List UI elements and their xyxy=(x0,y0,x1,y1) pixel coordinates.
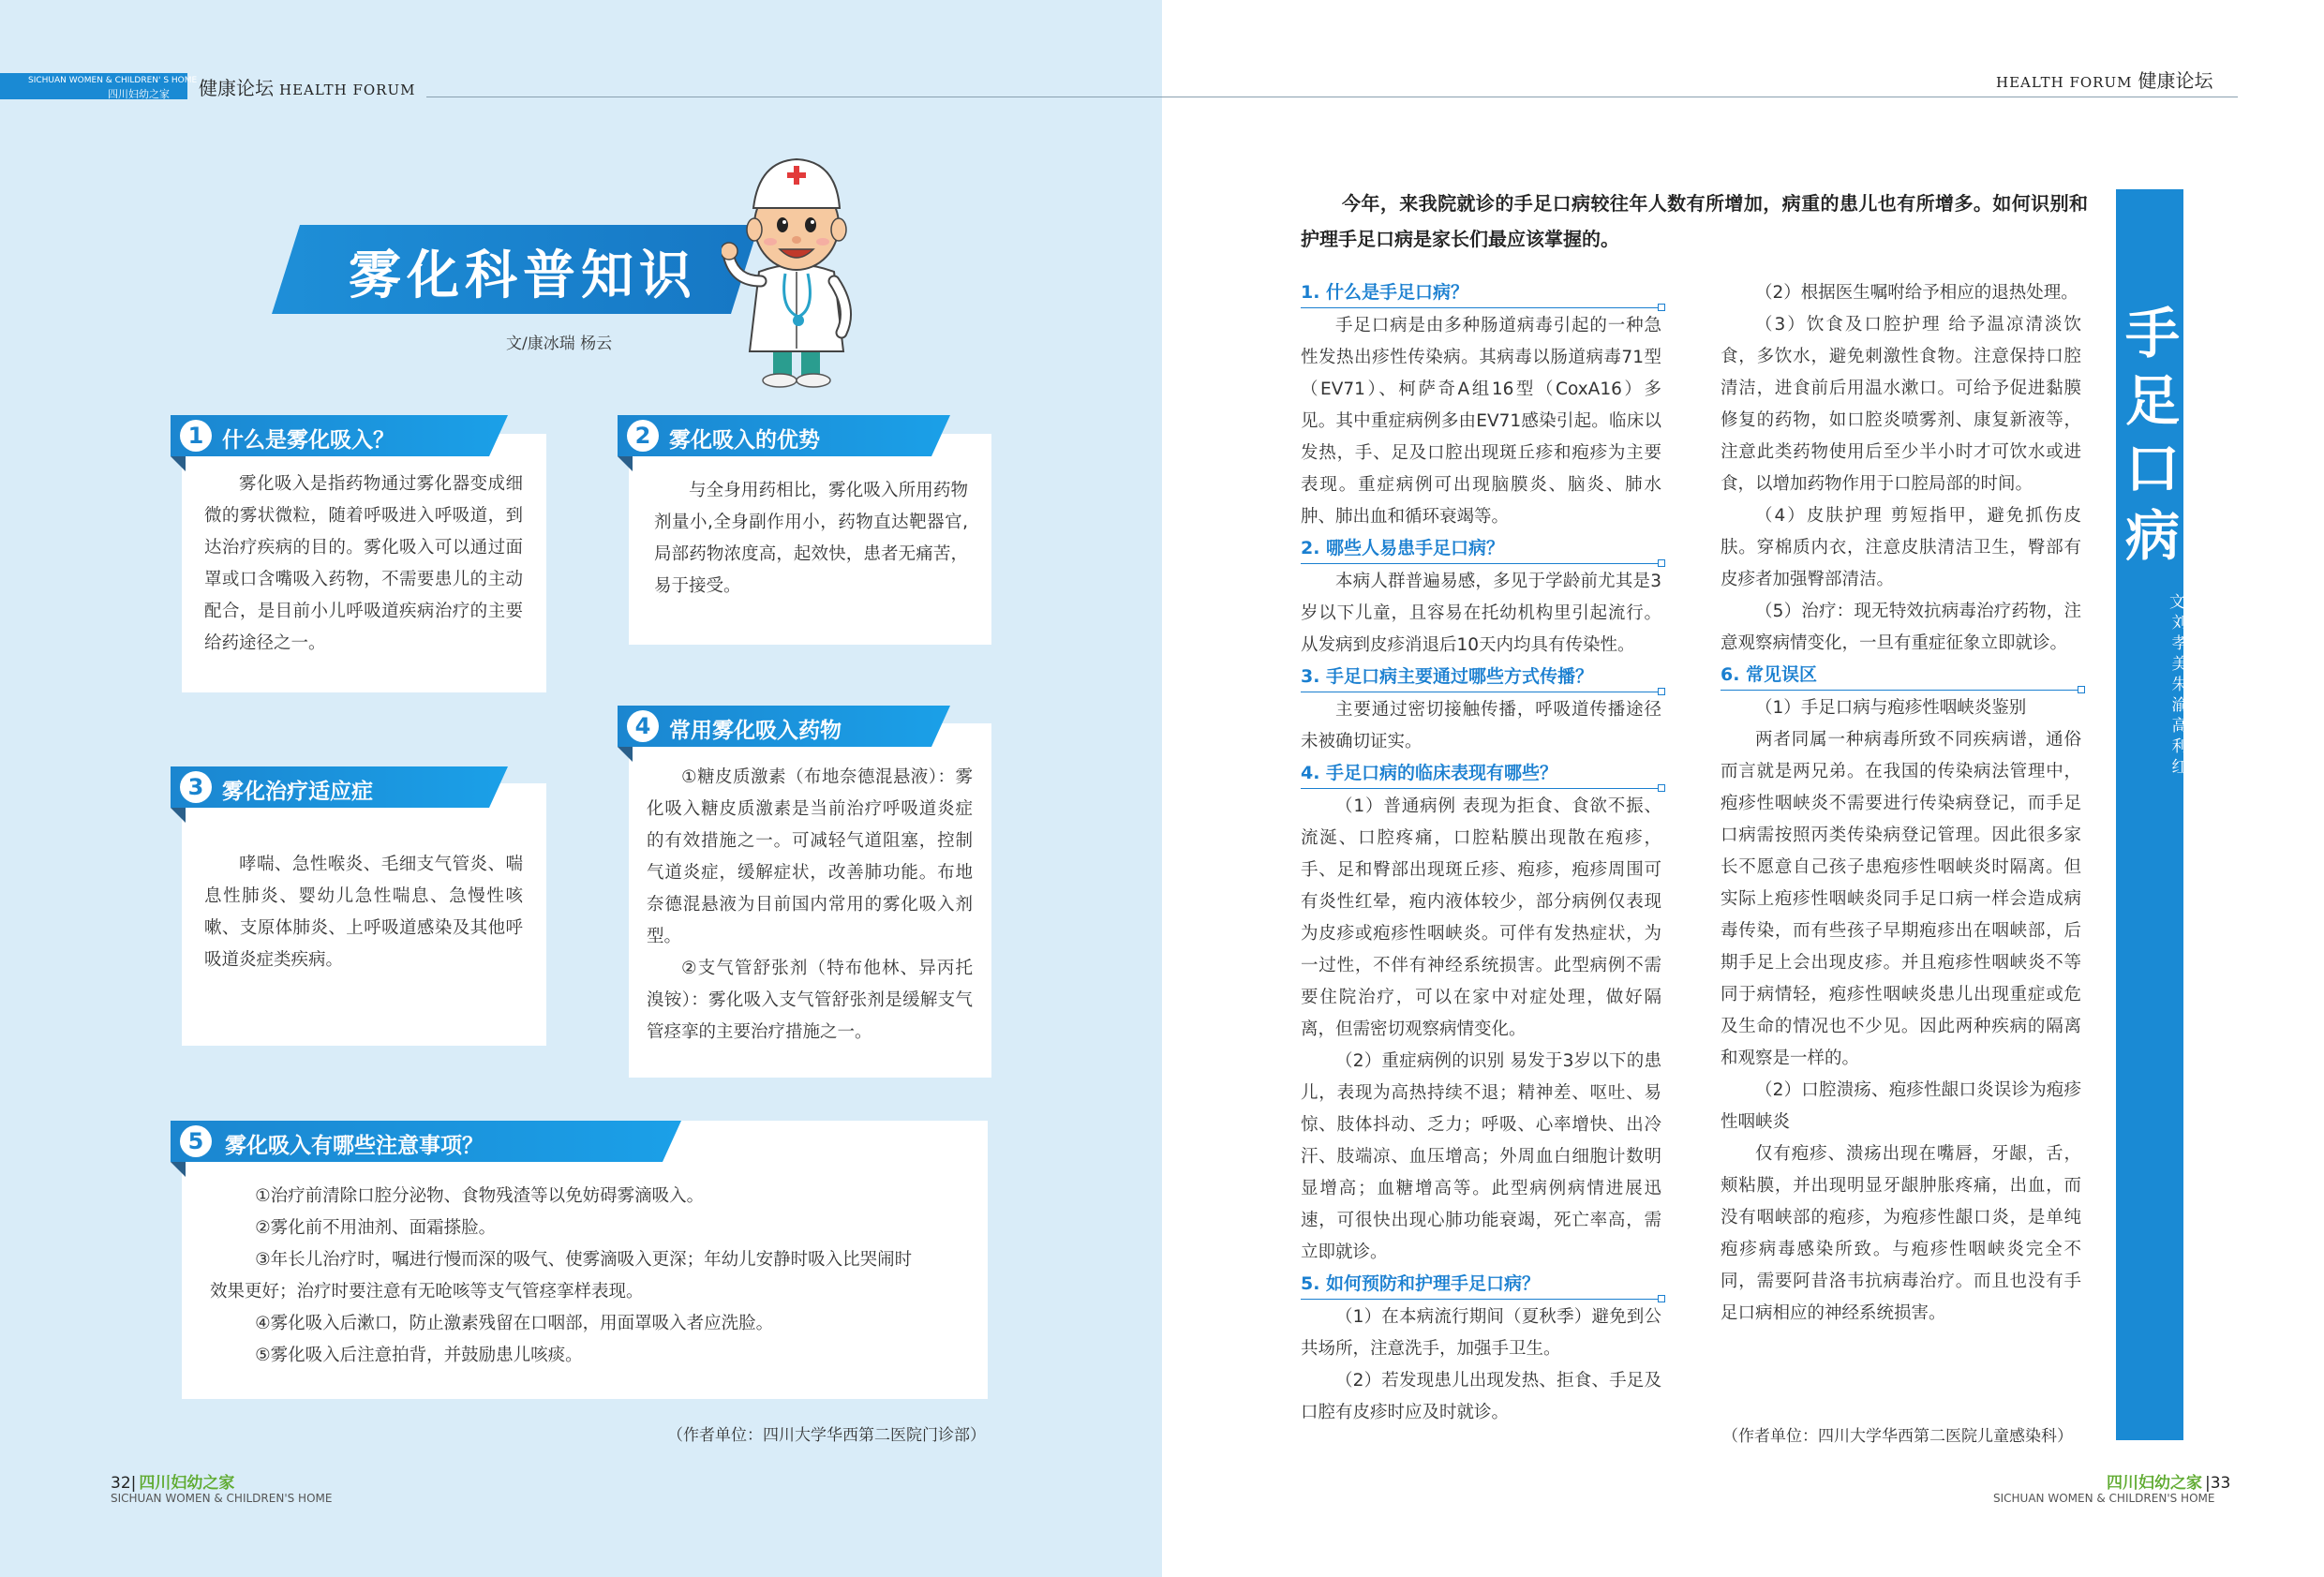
section-title-2: 雾化吸入的优势 xyxy=(669,428,820,453)
section-header-left: 健康论坛 HEALTH FORUM xyxy=(199,77,416,99)
section-title-1: 什么是雾化吸入？ xyxy=(222,428,395,453)
section-number-4: 4 xyxy=(627,710,659,742)
section-heading: 6. 常见误区 xyxy=(1721,660,2081,691)
ribbon-fold xyxy=(618,747,633,762)
footer-en-right: SICHUAN WOMEN & CHILDREN'S HOME xyxy=(1993,1492,2215,1505)
article-title-vertical: 手足口病 xyxy=(2125,302,2181,568)
ribbon-fold xyxy=(618,456,633,471)
list-item: ⑤雾化吸入后注意拍背，并鼓励患儿咳痰。 xyxy=(255,1346,583,1365)
section-number-2: 2 xyxy=(627,420,659,452)
ribbon-fold xyxy=(171,456,186,471)
magazine-tab xyxy=(0,73,198,100)
page-number-left: 32 xyxy=(111,1474,131,1493)
section-header-right: HEALTH FORUM 健康论坛 xyxy=(1996,69,2213,92)
paragraph: （1）在本病流行期间（夏秋季）避免到公共场所，注意洗手，加强手卫生。 xyxy=(1301,1307,1661,1359)
doctor-illustration xyxy=(722,150,872,389)
paragraph: （2）重症病例的识别 易发于3岁以下的患儿，表现为高热持续不退；精神差、呕吐、易惊、肢体抖动、乏力；呼吸、心率增快、出冷汗、肢端凉、血压增高；外周血白细胞计数明显增高；血糖增高等。此型病例病情进展迅速，可很快出现心肺功能衰竭，死亡率高，需立即就诊。 xyxy=(1301,1051,1661,1262)
paragraph: （2）口腔溃疡、疱疹性龈口炎误诊为疱疹性咽峡炎 xyxy=(1721,1080,2081,1132)
section-text-1: 雾化吸入是指药物通过雾化器变成细微的雾状微粒，随着呼吸进入呼吸道，到达治疗疾病的目的。雾化吸入可以通过面罩或口含嘴吸入药物，不需要患儿的主动配合，是目前小儿呼吸道疾病治疗的主要给药途径之一。 xyxy=(204,474,523,653)
paragraph: （3）饮食及口腔护理 给予温凉清淡饮食，多饮水，避免刺激性食物。注意保持口腔清洁，进食前后用温水漱口。可给予促进黏膜修复的药物，如口腔炎喷雾剂、康复新液等，注意此类药物使用后至少半小时才可饮水或进食，以增加药物作用于口腔局部的时间。 xyxy=(1721,315,2081,494)
author-unit-left: （作者单位：四川大学华西第二医院门诊部） xyxy=(667,1426,986,1445)
footer-right: 四川妇幼之家 |33 xyxy=(2107,1474,2231,1493)
article-title: 雾化科普知识 xyxy=(349,245,697,306)
section-number-3: 3 xyxy=(180,771,212,803)
list-item: ①治疗前清除口腔分泌物、食物残渣等以免妨碍雾滴吸入。 xyxy=(255,1186,705,1206)
section-heading: 3. 手足口病主要通过哪些方式传播？ xyxy=(1301,662,1661,692)
footer-left: 32| 四川妇幼之家 xyxy=(111,1474,235,1493)
paragraph: 手足口病是由多种肠道病毒引起的一种急性发热出疹性传染病。其病毒以肠道病毒71型（EV71）、柯萨奇A组16型（CoxA16）多见。其中重症病例多由EV71感染引起。临床以发热，手、足及口腔出现斑丘疹和疱疹为主要表现。重症病例可出现脑膜炎、脑炎、肺水肿、肺出血和循环衰竭等。 xyxy=(1301,316,1661,527)
author-unit-right: （作者单位：四川大学华西第二医院儿童感染科） xyxy=(1722,1427,2073,1446)
article-intro: 今年，来我院就诊的手足口病较往年人数有所增加，病重的患儿也有所增多。如何识别和护理手足口病是家长们最应该掌握的。 xyxy=(1301,192,2088,250)
section-number-5: 5 xyxy=(180,1125,212,1157)
list-item: ②雾化前不用油剂、面霜搽脸。 xyxy=(255,1218,497,1238)
ribbon-fold xyxy=(171,1162,186,1177)
list-item: 效果更好；治疗时要注意有无呛咳等支气管痉挛样表现。 xyxy=(210,1282,644,1302)
paragraph: （2）根据医生嘱咐给予相应的退热处理。 xyxy=(1755,283,2078,303)
paragraph: （2）若发现患儿出现发热、拒食、手足及口腔有皮疹时应及时就诊。 xyxy=(1301,1371,1661,1422)
magazine-tab-cn: 四川妇幼之家 xyxy=(108,88,170,100)
list-item: ③年长儿治疗时，嘱进行慢而深的吸气、使雾滴吸入更深；年幼儿安静时吸入比哭闹时 xyxy=(255,1250,913,1270)
paragraph: （1）普通病例 表现为拒食、食欲不振、流涎、口腔疼痛，口腔粘膜出现散在疱疹，手、足和臀部出现斑丘疹、疱疹，疱疹周围可有炎性红晕，疱内液体较少，部分病例仅表现为皮疹或疱疹性咽峡炎。可伴有发热症状，为一过性，不伴有神经系统损害。此型病例不需要住院治疗，可以在家中对症处理，做好隔离，但需密切观察病情变化。 xyxy=(1301,796,1661,1039)
section-heading: 1. 什么是手足口病？ xyxy=(1301,277,1661,308)
paragraph: （1）手足口病与疱疹性咽峡炎鉴别 xyxy=(1755,698,2027,718)
paragraph: 两者同属一种病毒所致不同疾病谱，通俗而言就是两兄弟。在我国的传染病法管理中，疱疹性咽峡炎不需要进行传染病登记，而手足口病需按照丙类传染病登记管理。因此很多家长不愿意自己孩子患疱疹性咽峡炎时隔离。但实际上疱疹性咽峡炎同手足口病一样会造成病毒传染，而有些孩子早期疱疹出在咽峡部，后期手足上会出现皮疹。并且疱疹性咽峡炎不等同于病情轻，疱疹性咽峡炎患儿出现重症或危及生命的情况也不少见。因此两种疾病的隔离和观察是一样的。 xyxy=(1721,730,2081,1068)
magazine-tab-en: SICHUAN WOMEN & CHILDREN' S HOME xyxy=(28,76,198,85)
article-column-1 xyxy=(1301,277,1661,1429)
article-byline: 文/康冰瑞 杨云 xyxy=(506,335,613,353)
section-number-1: 1 xyxy=(180,420,212,452)
paragraph: （4）皮肤护理 剪短指甲，避免抓伤皮肤。穿棉质内衣，注意皮肤清洁卫生，臀部有皮疹者加强臀部清洁。 xyxy=(1721,506,2081,589)
section-heading: 5. 如何预防和护理手足口病？ xyxy=(1301,1269,1661,1300)
paragraph: 主要通过密切接触传播，呼吸道传播途径未被确切证实。 xyxy=(1301,700,1661,751)
paragraph: 本病人群普遍易感，多见于学龄前尤其是3岁以下儿童，且容易在托幼机构里引起流行。从发病到皮疹消退后10天内均具有传染性。 xyxy=(1301,572,1661,655)
section-heading: 2. 哪些人易患手足口病？ xyxy=(1301,533,1661,564)
list-item: ④雾化吸入后漱口，防止激素残留在口咽部，用面罩吸入者应洗脸。 xyxy=(255,1314,774,1333)
article-column-2 xyxy=(1721,277,2081,1330)
section-title-4: 常用雾化吸入药物 xyxy=(669,719,842,743)
section-text-2: 与全身用药相比，雾化吸入所用药物剂量小,全身副作用小，药物直达靶器官,局部药物浓度高，起效快，患者无痛苦，易于接受。 xyxy=(654,481,968,596)
section-text-4: ①糖皮质激素（布地奈德混悬液）：雾化吸入糖皮质激素是当前治疗呼吸道炎症的有效措施之一。可减轻气道阻塞，控制气道炎症，缓解症状，改善肺功能。布地奈德混悬液为目前国内常用的雾化吸入剂型。 ②支气管舒张剂（特布他林、异丙托溴铵）：雾化吸入支气管舒张剂是缓解支气管痉挛的主要治疗措施之一。 xyxy=(647,767,973,1042)
article-byline-vertical: 文/刘孝美 朱渝 高利红 xyxy=(2169,593,2191,777)
footer-en-left: SICHUAN WOMEN & CHILDREN'S HOME xyxy=(111,1492,333,1505)
magazine-name: 四川妇幼之家 xyxy=(2107,1474,2202,1493)
section-title-5: 雾化吸入有哪些注意事项？ xyxy=(225,1134,484,1158)
section-title-3: 雾化治疗适应症 xyxy=(222,780,373,804)
section-text-5 xyxy=(210,1181,978,1372)
magazine-name: 四川妇幼之家 xyxy=(139,1474,235,1493)
paragraph: （5）治疗：现无特效抗病毒治疗药物，注意观察病情变化，一旦有重症征象立即就诊。 xyxy=(1721,602,2081,653)
section-heading: 4. 手足口病的临床表现有哪些？ xyxy=(1301,758,1661,789)
section-text-3: 哮喘、急性喉炎、毛细支气管炎、喘息性肺炎、婴幼儿急性喘息、急慢性咳嗽、支原体肺炎、上呼吸道感染及其他呼吸道炎症类疾病。 xyxy=(204,855,523,970)
ribbon-fold xyxy=(171,808,186,823)
paragraph: 仅有疱疹、溃疡出现在嘴唇，牙龈，舌，颊粘膜，并出现明显牙龈肿胀疼痛，出血，而没有咽峡部的疱疹，为疱疹性龈口炎，是单纯疱疹病毒感染所致。与疱疹性咽峡炎完全不同，需要阿昔洛韦抗病毒治疗。而且也没有手足口病相应的神经系统损害。 xyxy=(1721,1144,2081,1323)
page-number-right: 33 xyxy=(2210,1474,2231,1493)
